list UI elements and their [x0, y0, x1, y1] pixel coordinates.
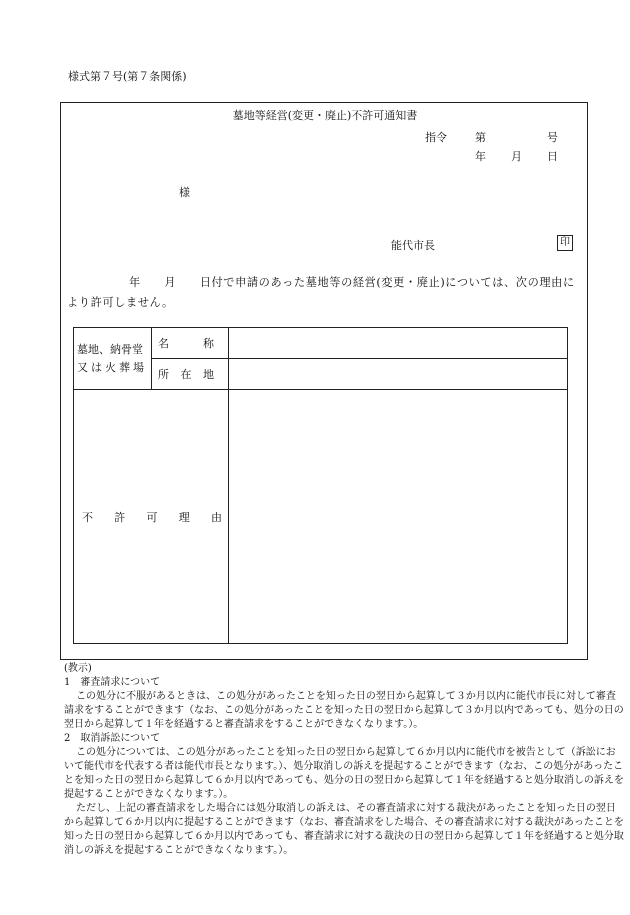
- lawsuit-text-2: ただし、上記の審査請求をした場合には処分取消しの訴えは、その審査請求に対する裁決があったことを知った日の翌日から起算して６か月以内に提起することができます（なお、審査請求をした場合、その審査請求に対する裁決があったことを知った日の翌日から起算して６か月以内であっても、審査請求に対する裁決の日の翌日から起算して１年を経過すると処分取消しの訴えを提起することができなくなります。）。: [64, 803, 624, 856]
- appeal-heading: 1 審査請求について: [64, 677, 161, 688]
- lawsuit-text-1: この処分については、この処分があったことを知った日の翌日から起算して６か月以内に能代市を被告として（訴訟において能代市を代表する者は能代市長となります。）、処分取消しの訴えを提起することができます（なお、この処分があったことを知った日の翌日から起算して６か月以内であっても、処分の日の翌日から起算して１年を経過すると処分取消しの訴えを提起することができなくなります。）。: [64, 747, 624, 800]
- location-value: [229, 359, 568, 390]
- name-label: 名 称: [152, 328, 229, 359]
- number-prefix: 第: [475, 131, 486, 144]
- location-label: 所 在 地: [152, 359, 229, 390]
- directive-label: 指令: [425, 131, 447, 144]
- seal-mark: 印: [557, 235, 573, 251]
- reason-value: [229, 390, 568, 644]
- name-value: [229, 328, 568, 359]
- notice-body: 年 月 日付で申請のあった墓地等の経営(変更・廃止)については、次の理由により許可しません。: [67, 276, 575, 309]
- instructions-section: [64, 662, 624, 858]
- date-month: 月: [511, 150, 522, 163]
- notice-frame: [60, 102, 588, 660]
- addressee-suffix: 様: [179, 186, 190, 199]
- reason-label: 不 許 可 理 由: [74, 390, 229, 644]
- lawsuit-heading: 2 取消訴訟について: [64, 733, 161, 744]
- date-day: 日: [547, 150, 558, 163]
- form-number-label: 様式第７号(第７条関係): [68, 70, 187, 83]
- instructions-heading: (教示): [64, 663, 92, 674]
- site-type-header: 墓地、納骨堂 又は火葬場: [74, 328, 152, 390]
- date-year: 年: [475, 150, 486, 163]
- number-suffix: 号: [547, 131, 558, 144]
- details-table: [73, 327, 568, 644]
- notice-title: 墓地等経営(変更・廃止)不許可通知書: [232, 109, 418, 122]
- issuer-title: 能代市長: [391, 239, 435, 252]
- appeal-text: この処分に不服があるときは、この処分があったことを知った日の翌日から起算して３か月以内に能代市長に対して審査請求をすることができます（なお、この処分があったことを知った日の翌日から起算して３か月以内であっても、処分の日の翌日から起算して１年を経過すると審査請求をすることができなくなります。）。: [64, 691, 624, 730]
